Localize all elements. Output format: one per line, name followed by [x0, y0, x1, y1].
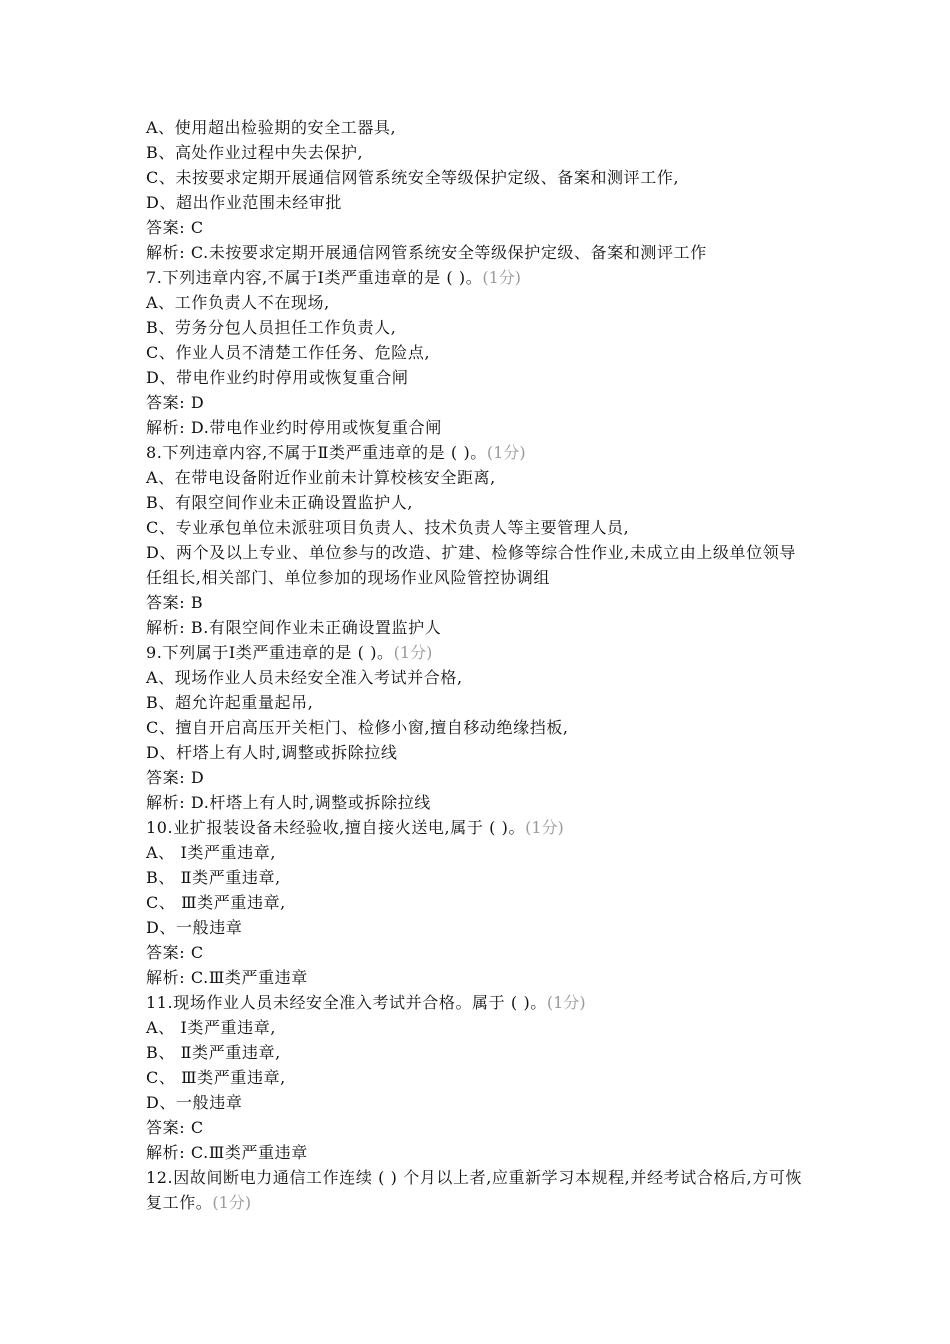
line-text: 答案: D [146, 768, 205, 787]
line-text: 答案: C [146, 943, 204, 962]
text-line [146, 1165, 811, 1215]
line-text: A、使用超出检验期的安全工器具, [146, 118, 397, 137]
text-line [146, 440, 811, 465]
text-line [146, 190, 811, 215]
line-text: D、超出作业范围未经审批 [146, 193, 343, 212]
text-line [146, 990, 811, 1015]
text-line [146, 940, 811, 965]
text-line [146, 765, 811, 790]
text-line [146, 315, 811, 340]
text-line [146, 1015, 811, 1040]
text-line [146, 815, 811, 840]
line-text: 解析: C.未按要求定期开展通信网管系统安全等级保护定级、备案和测评工作 [146, 243, 707, 262]
text-line [146, 1140, 811, 1165]
score-label: (1分) [525, 818, 564, 837]
line-text: C、作业人员不清楚工作任务、危险点, [146, 343, 431, 362]
line-text: D、一般违章 [146, 1093, 243, 1112]
line-text: A、工作负责人不在现场, [146, 293, 330, 312]
line-text: 答案: D [146, 393, 205, 412]
text-line [146, 590, 811, 615]
text-line [146, 665, 811, 690]
line-text: 答案: C [146, 218, 204, 237]
line-text: A、在带电设备附近作业前未计算校核安全距离, [146, 468, 496, 487]
score-label: (1分) [546, 993, 586, 1012]
text-line [146, 890, 811, 915]
text-line [146, 540, 811, 590]
line-text: D、两个及以上专业、单位参与的改造、扩建、检修等综合性作业,未成立由上级单位领导任组长,相关部门、单位参加的现场作业风险管控协调组 [146, 543, 796, 587]
text-line [146, 840, 811, 865]
line-text: C、 Ⅲ类严重违章, [146, 893, 286, 912]
line-text: B、超允许起重量起吊, [146, 693, 314, 712]
line-text: 10.业扩报装设备未经验收,擅自接火送电,属于 ( )。 [146, 818, 526, 837]
text-line [146, 790, 811, 815]
score-label: (1分) [212, 1193, 252, 1212]
text-line [146, 140, 811, 165]
text-line [146, 690, 811, 715]
line-text: 解析: D.杆塔上有人时,调整或拆除拉线 [146, 793, 431, 812]
text-line [146, 515, 811, 540]
text-line [146, 415, 811, 440]
text-line [146, 265, 811, 290]
text-line [146, 715, 811, 740]
score-label: (1分) [482, 268, 522, 287]
text-line [146, 490, 811, 515]
text-line [146, 465, 811, 490]
line-text: B、 Ⅱ类严重违章, [146, 1043, 281, 1062]
line-text: 12.因故间断电力通信工作连续 ( ) 个月以上者,应重新学习本规程,并经考试合格后,方可恢复工作。 [146, 1168, 803, 1212]
line-text: 解析: C.Ⅲ类严重违章 [146, 1143, 308, 1162]
text-line [146, 340, 811, 365]
line-text: A、 Ⅰ类严重违章, [146, 1018, 277, 1037]
line-text: B、高处作业过程中失去保护, [146, 143, 364, 162]
line-text: C、专业承包单位未派驻项目负责人、技术负责人等主要管理人员, [146, 518, 630, 537]
line-text: 8.下列违章内容,不属于Ⅱ类严重违章的是 ( )。 [146, 443, 487, 462]
text-line [146, 965, 811, 990]
text-line [146, 215, 811, 240]
line-text: 答案: B [146, 593, 204, 612]
line-text: 答案: C [146, 1118, 204, 1137]
text-line [146, 740, 811, 765]
document-page [146, 115, 811, 1215]
line-text: 解析: C.Ⅲ类严重违章 [146, 968, 308, 987]
text-line [146, 915, 811, 940]
text-line [146, 165, 811, 190]
line-text: 9.下列属于Ⅰ类严重违章的是 ( )。 [146, 643, 394, 662]
text-line [146, 115, 811, 140]
line-text: 解析: D.带电作业约时停用或恢复重合闸 [146, 418, 442, 437]
text-line [146, 615, 811, 640]
line-text: B、劳务分包人员担任工作负责人, [146, 318, 397, 337]
text-line [146, 1115, 811, 1140]
line-text: 11.现场作业人员未经安全准入考试并合格。属于 ( )。 [146, 993, 547, 1012]
line-text: 解析: B.有限空间作业未正确设置监护人 [146, 618, 442, 637]
line-text: B、有限空间作业未正确设置监护人, [146, 493, 414, 512]
line-text: A、 Ⅰ类严重违章, [146, 843, 277, 862]
line-text: D、一般违章 [146, 918, 243, 937]
text-line [146, 640, 811, 665]
line-text: C、擅自开启高压开关柜门、检修小窗,擅自移动绝缘挡板, [146, 718, 569, 737]
text-line [146, 1090, 811, 1115]
text-line [146, 865, 811, 890]
line-text: D、带电作业约时停用或恢复重合闸 [146, 368, 409, 387]
line-text: B、 Ⅱ类严重违章, [146, 868, 281, 887]
text-line [146, 365, 811, 390]
text-line [146, 1065, 811, 1090]
line-text: C、未按要求定期开展通信网管系统安全等级保护定级、备案和测评工作, [146, 168, 680, 187]
score-label: (1分) [393, 643, 433, 662]
line-text: A、现场作业人员未经安全准入考试并合格, [146, 668, 463, 687]
text-line [146, 390, 811, 415]
line-text: C、 Ⅲ类严重违章, [146, 1068, 286, 1087]
text-line [146, 290, 811, 315]
line-text: D、杆塔上有人时,调整或拆除拉线 [146, 743, 398, 762]
text-line [146, 1040, 811, 1065]
score-label: (1分) [486, 443, 526, 462]
line-text: 7.下列违章内容,不属于Ⅰ类严重违章的是 ( )。 [146, 268, 483, 287]
text-line [146, 240, 811, 265]
